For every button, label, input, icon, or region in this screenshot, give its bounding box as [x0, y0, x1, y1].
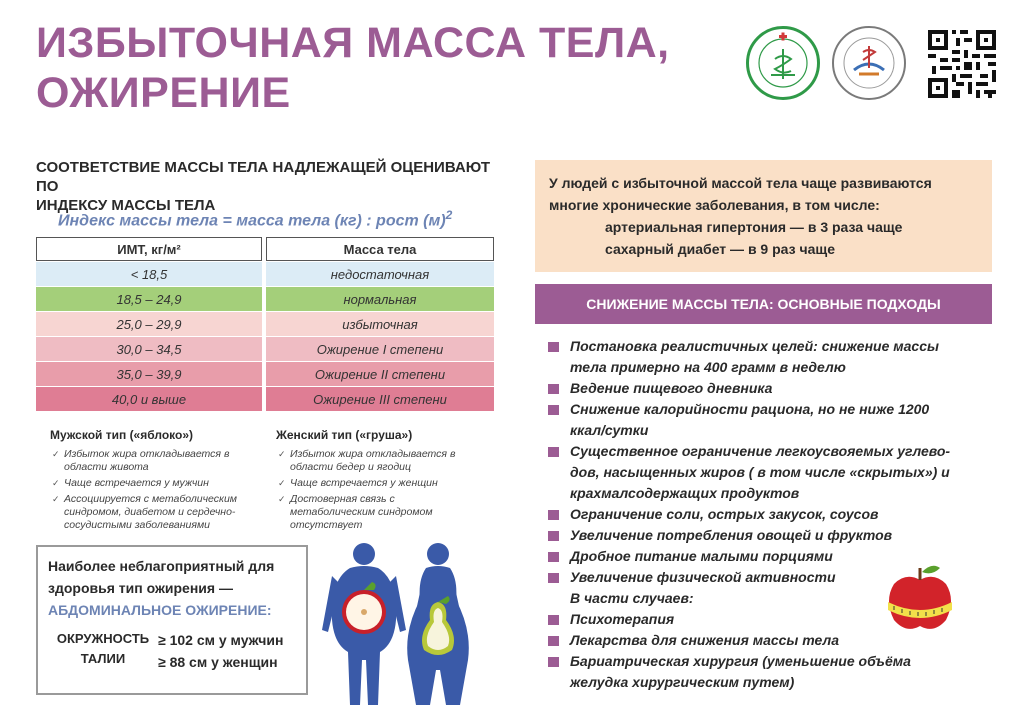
approach-line: Постановка реалистичных целей: снижение массы — [570, 338, 939, 354]
waist-women-value: ≥ 88 см у женщин — [158, 654, 278, 670]
approach-item — [548, 651, 992, 693]
bmi-table-header — [36, 237, 494, 261]
approach-item — [548, 378, 992, 399]
bmi-cell-imt: 40,0 и выше — [36, 387, 262, 411]
apple-body-icon — [322, 543, 406, 705]
bmi-cell-imt: 35,0 – 39,9 — [36, 362, 262, 386]
bmi-cell-imt: < 18,5 — [36, 262, 262, 286]
bmi-formula — [58, 208, 498, 230]
male-type-item: ✓ Чаще встречается у мужчин — [54, 477, 256, 490]
female-type-block — [262, 428, 482, 535]
approach-line: Психотерапия — [570, 611, 675, 627]
approach-line: тела примерно на 400 грамм в неделю — [570, 359, 846, 375]
bullet-square-icon — [548, 552, 559, 562]
approach-line: Дробное питание малыми порциями — [570, 548, 833, 564]
page-title — [36, 18, 716, 118]
bullet-square-icon — [548, 657, 559, 667]
waist-label-line-2: ТАЛИИ — [80, 651, 126, 666]
approaches-list — [548, 336, 992, 693]
approach-item — [548, 441, 992, 504]
bmi-table — [36, 237, 494, 411]
approach-item — [548, 399, 992, 441]
bmi-cell-mass: Ожирение I степени — [266, 337, 494, 361]
approach-line: Снижение калорийности рациона, но не ниже 1200 — [570, 401, 930, 417]
bmi-heading-line-2: ИНДЕКСУ МАССЫ ТЕЛА — [36, 197, 216, 214]
bullet-square-icon — [548, 342, 559, 352]
approach-item — [548, 504, 992, 525]
bullet-square-icon — [548, 573, 559, 583]
bmi-table-row — [36, 337, 494, 361]
approach-line: Ограничение соли, острых закусок, соусов — [570, 506, 879, 522]
sometimes-label: В части случаев: — [570, 590, 694, 606]
waist-label — [48, 629, 158, 673]
approach-line: Лекарства для снижения массы тела — [570, 632, 839, 648]
approach-line: дов, насыщенных жиров ( в том числе «скрытых») и — [570, 464, 950, 480]
bullet-square-icon — [548, 615, 559, 625]
institute-logo-icon — [832, 26, 906, 100]
pear-body-icon — [407, 543, 469, 705]
risk-info-line-1: У людей с избыточной массой тела чаще развиваются — [549, 175, 932, 191]
approach-line: Увеличение потребления овощей и фруктов — [570, 527, 893, 543]
bmi-cell-imt: 18,5 – 24,9 — [36, 287, 262, 311]
female-type-title: Женский тип («груша») — [276, 428, 413, 442]
title-line-1: ИЗБЫТОЧНАЯ МАССА ТЕЛА, — [36, 19, 670, 67]
abdominal-obesity-box — [36, 545, 308, 695]
approach-line: Существенное ограничение легкоусвояемых углево- — [570, 443, 951, 459]
waist-label-line-1: ОКРУЖНОСТЬ — [56, 631, 150, 646]
approach-line: Бариатрическая хирургия (уменьшение объёма — [570, 653, 911, 669]
bullet-square-icon — [548, 384, 559, 394]
bmi-heading — [36, 158, 516, 215]
bmi-table-row — [36, 287, 494, 311]
bmi-formula-text: Индекс массы тела = масса тела (кг) : рост (м) — [58, 212, 446, 230]
bullet-square-icon — [548, 447, 559, 457]
approach-line: желудка хирургическим путем) — [570, 674, 795, 690]
bmi-heading-line-1: СООТВЕТСТВИЕ МАССЫ ТЕЛА НАДЛЕЖАЩЕЙ ОЦЕНИВАЮТ ПО — [36, 159, 491, 195]
apple-measuring-tape-icon — [884, 562, 956, 634]
bmi-cell-mass: Ожирение II степени — [266, 362, 494, 386]
bullet-square-icon — [548, 531, 559, 541]
approach-item — [548, 525, 992, 546]
bmi-cell-mass: Ожирение III степени — [266, 387, 494, 411]
female-type-item: ✓ Достоверная связь с метаболическим синдромом отсутствует — [280, 493, 482, 532]
female-type-item: ✓ Чаще встречается у женщин — [280, 477, 482, 490]
approach-item — [548, 336, 992, 378]
risk-info-line-2: многие хронические заболевания, в том числе: — [549, 197, 880, 213]
abdominal-line-2: здоровья тип ожирения — — [48, 580, 233, 596]
waist-values — [158, 629, 283, 673]
bmi-formula-exponent: 2 — [445, 208, 453, 222]
bmi-cell-imt: 25,0 – 29,9 — [36, 312, 262, 336]
qr-code-icon[interactable] — [928, 30, 996, 98]
bmi-header-mass: Масса тела — [266, 237, 494, 261]
male-type-title: Мужской тип («яблоко») — [50, 428, 193, 442]
bmi-cell-mass: нормальная — [266, 287, 494, 311]
medical-logo-icon — [746, 26, 820, 100]
bmi-cell-mass: избыточная — [266, 312, 494, 336]
female-type-item: ✓ Избыток жира откладывается в области бедер и ягодиц — [280, 448, 482, 474]
risk-hypertension: артериальная гипертония — в 3 раза чаще — [605, 219, 903, 235]
approach-line: Увеличение физической активности — [570, 569, 836, 585]
bmi-cell-mass: недостаточная — [266, 262, 494, 286]
risk-diabetes: сахарный диабет — в 9 раз чаще — [605, 241, 835, 257]
bmi-cell-imt: 30,0 – 34,5 — [36, 337, 262, 361]
approach-line: ккал/сутки — [570, 422, 649, 438]
risk-info-box — [535, 160, 992, 272]
bmi-table-row — [36, 387, 494, 411]
abdominal-line-3: АБДОМИНАЛЬНОЕ ОЖИРЕНИЕ: — [48, 602, 272, 618]
bullet-square-icon — [548, 510, 559, 520]
waist-men-value: ≥ 102 см у мужчин — [158, 632, 284, 648]
approach-line: Ведение пищевого дневника — [570, 380, 773, 396]
bullet-square-icon — [548, 405, 559, 415]
bmi-table-row — [36, 362, 494, 386]
bullet-square-icon — [548, 636, 559, 646]
approach-line: крахмалсодержащих продуктов — [570, 485, 800, 501]
bmi-table-row — [36, 312, 494, 336]
approaches-banner: СНИЖЕНИЕ МАССЫ ТЕЛА: ОСНОВНЫЕ ПОДХОДЫ — [535, 284, 992, 324]
title-line-2: ОЖИРЕНИЕ — [36, 69, 291, 117]
male-type-item: ✓ Ассоциируется с метаболическим синдромом, диабетом и сердечно-сосудистыми заболеваниями — [54, 493, 256, 532]
bmi-table-row — [36, 262, 494, 286]
male-type-item: ✓ Избыток жира откладывается в области живота — [54, 448, 256, 474]
abdominal-line-1: Наиболее неблагоприятный для — [48, 558, 275, 574]
male-type-block — [36, 428, 256, 535]
bmi-header-imt: ИМТ, кг/м² — [36, 237, 262, 261]
body-figures — [320, 540, 480, 710]
